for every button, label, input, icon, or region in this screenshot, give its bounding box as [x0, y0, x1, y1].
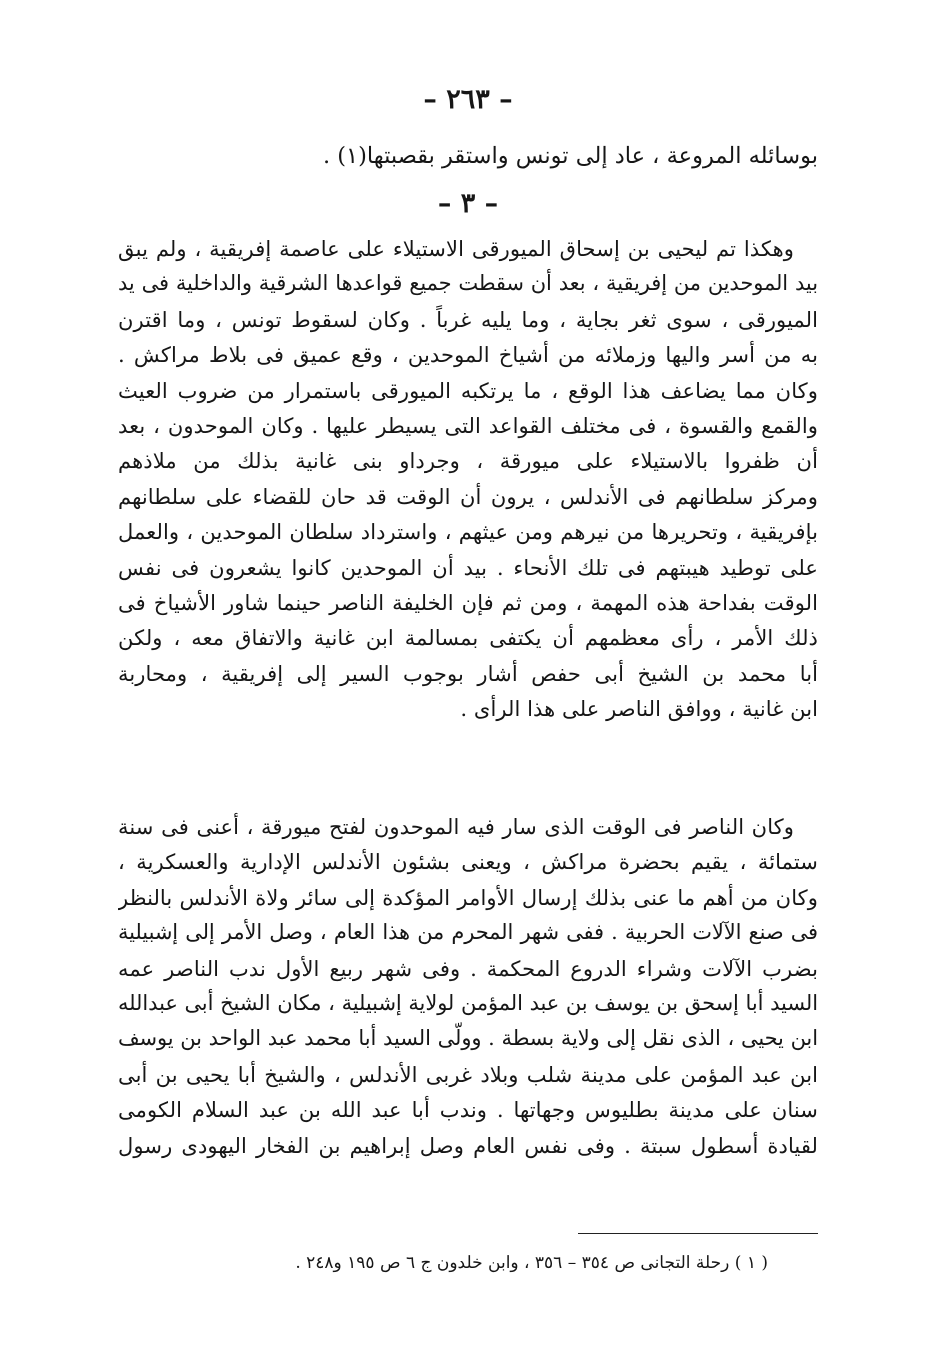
paragraph-2 — [118, 809, 818, 1163]
text-line: الوقت بفداحة هذه المهمة ، ومن ثم فإن الخليفة الناصر حينما شاور الأشياخ فى — [118, 589, 818, 615]
paragraph-1 — [118, 231, 818, 726]
text-line: بإفريقية ، وتحريرها من نيرهم ومن عيثهم ، واسترداد سلطان الموحدين ، والعمل — [118, 519, 818, 545]
text-line: على توطيد هيبتهم فى تلك الأنحاء . بيد أن الموحدين كانوا يشعرون فى نفس — [118, 554, 818, 580]
text-line: ستمائة ، يقيم بحضرة مراكش ، ويعنى بشئون الأندلس الإدارية والعسكرية ، — [118, 849, 818, 875]
text-line: السيد أبا إسحق بن يوسف بن عبد المؤمن لولاية إشبيلية ، مكان الشيخ أبى عبدالله — [118, 990, 818, 1015]
text-line: أبا محمد بن الشيخ أبى حفص أشار بوجوب السير إلى إفريقية ، ومحاربة — [118, 660, 818, 686]
text-line: ابن غانية ، ووافق الناصر على هذا الرأى . — [460, 696, 818, 722]
text-line: أن ظفروا بالاستيلاء على ميورقة ، وجرداو بنى غانية بذلك من ملاذهم — [118, 448, 818, 474]
page-number: – ٢٦٣ – — [423, 84, 513, 115]
text-line: وكان مما يضاعف هذا الوقع ، ما يرتكبه الميورقى باستمرار من ضروب العيث — [118, 377, 818, 403]
text-line: ذلك الأمر ، رأى معظمهم أن يكتفى بمسالمة ابن غانية والاتفاق معه ، ولكن — [118, 625, 818, 651]
carryover-line: بوسائله المروعة ، عاد إلى تونس واستقر بقصبتها(١) . — [322, 143, 818, 169]
text-line: فى صنع الآلات الحربية . ففى شهر المحرم من هذا العام ، وصل الأمر إلى إشبيلية — [118, 920, 818, 945]
text-line: ومركز سلطانهم فى الأندلس ، يرون أن الوقت قد حان للقضاء على سلطانهم — [118, 483, 818, 509]
text-line: ابن عبد المؤمن على مدينة شلب وبلاد غربى الأندلس ، والشيخ أبا يحيى بن أبى — [118, 1061, 818, 1087]
text-line: الميورقى ، سوى ثغر بجاية ، وما يليه غرباً . وكان لسقوط تونس ، وما اقترن — [118, 306, 818, 332]
text-line: وهكذا تم ليحيى بن إسحاق الميورقى الاستيلاء على عاصمة إفريقية ، ولم يبق — [118, 236, 794, 261]
text-line: والقمع والقسوة ، فى مختلف القواعد التى يسيطر عليها . وكان الموحدون ، بعد — [118, 412, 818, 438]
text-line: وكان الناصر فى الوقت الذى سار فيه الموحدون لفتح ميورقة ، أعنى فى سنة — [118, 814, 794, 839]
text-line: به من أسر واليها وزملائه من أشياخ الموحدين ، وقع عميق فى بلاط مراكش . — [118, 342, 818, 368]
text-line: لقيادة أسطول سبتة . وفى نفس العام وصل إبراهيم بن الفخار اليهودى رسول — [118, 1132, 818, 1158]
text-line: بيد الموحدين من إفريقية ، بعد أن سقطت جميع قواعدها الشرقية والداخلية فى يد — [118, 271, 818, 296]
text-line: وكان من أهم ما عنى بذلك إرسال الأوامر المؤكدة إلى سائر ولاة الأندلس بالنظر — [118, 884, 818, 910]
footnote: ( ١ ) رحلة التجانى ص ٣٥٤ – ٣٥٦ ، وابن خلدون ج ٦ ص ١٩٥ و٢٤٨ . — [295, 1253, 768, 1273]
text-line: بضرب الآلات وشراء الدروع المحكمة . وفى شهر ربيع الأول ندب الناصر عمه — [118, 955, 818, 981]
text-line: ابن يحيى ، الذى نقل إلى ولاية بسطة . وولّى السيد أبا محمد عبد الواحد بن يوسف — [118, 1026, 818, 1051]
footnote-divider — [578, 1233, 818, 1234]
section-number: – ٣ – — [437, 188, 499, 219]
text-line: سنان على مدينة بطليوس وجهاتها . وندب أبا عبد الله بن عبد السلام الكومى — [118, 1097, 818, 1123]
